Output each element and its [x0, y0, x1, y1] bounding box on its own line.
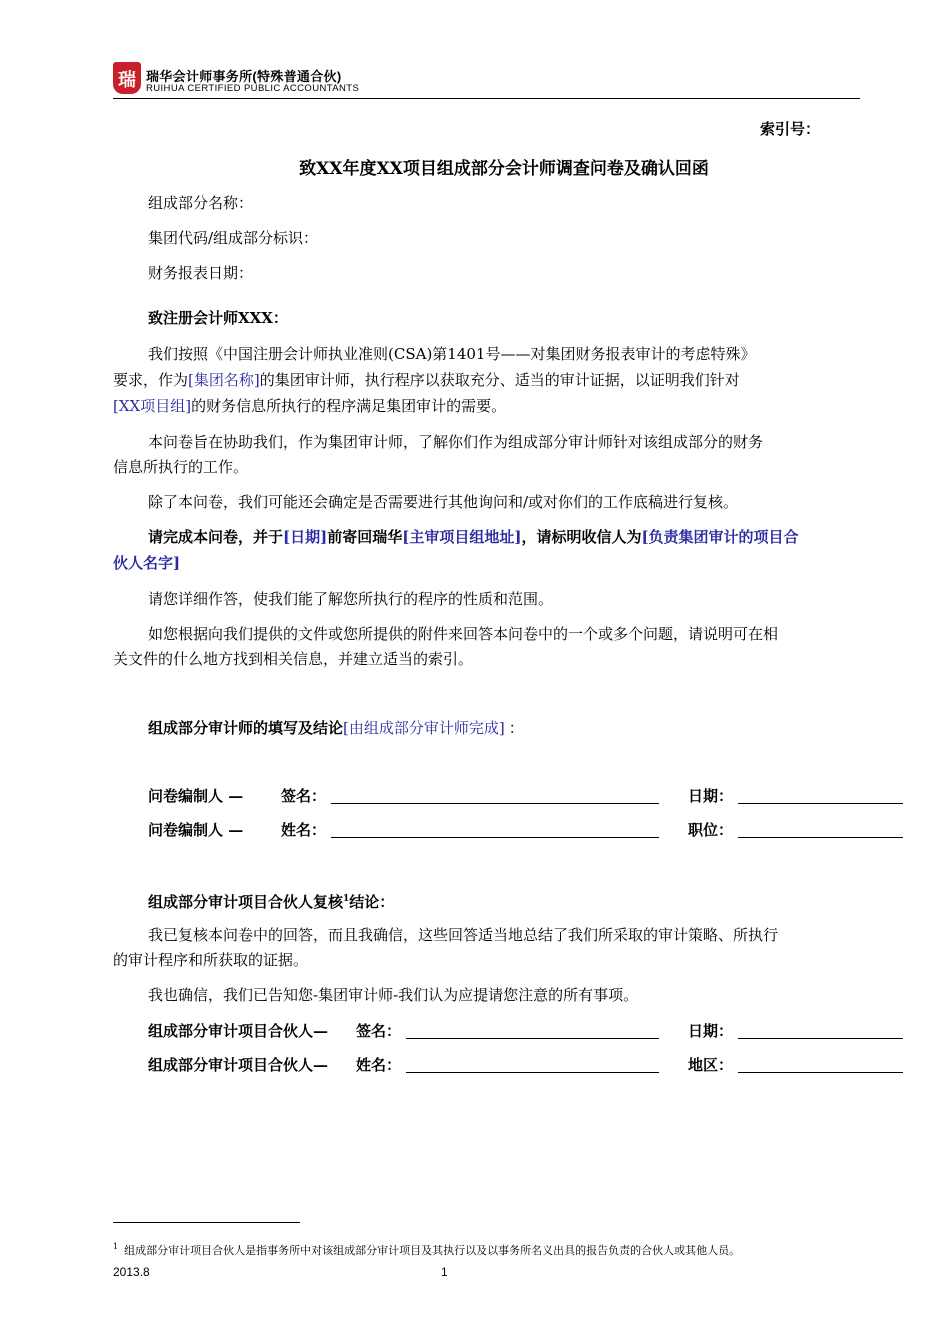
section2-title: 组成部分审计项目合伙人复核	[148, 893, 344, 911]
section1-title: 组成部分审计师的填写及结论	[148, 719, 344, 737]
para1-line2	[113, 368, 740, 392]
section2-title-tail: 结论：	[349, 893, 395, 911]
para1-text: 要求，作为	[113, 371, 189, 389]
address-placeholder: [主审项目组地址]	[402, 528, 522, 546]
date-label: 日期：	[688, 787, 734, 805]
date-placeholder: [日期]	[283, 528, 328, 546]
section2-p1-line1: 我已复核本问卷中的回答，而且我确信，这些回答适当地总结了我们所采取的审计策略、所执行	[148, 926, 779, 944]
name-label: 姓名：	[356, 1056, 402, 1074]
position-line[interactable]	[738, 822, 903, 838]
section1-heading	[148, 716, 524, 740]
region-label: 地区：	[688, 1056, 734, 1074]
date-label: 日期：	[688, 1022, 734, 1040]
partner-name-row	[148, 1053, 908, 1077]
para4-line2: 伙人名字]	[113, 554, 181, 572]
para5: 请您详细作答，使我们能了解您所执行的程序的性质和范围。	[148, 590, 554, 608]
para6-line1: 如您根据向我们提供的文件或您所提供的附件来回答本问卷中的一个或多个问题，请说明可在相	[148, 625, 779, 643]
para6-line2: 关文件的什么地方找到相关信息，并建立适当的索引。	[113, 650, 474, 668]
firm-name-cn: 瑞华会计师事务所(特殊普通合伙)	[146, 69, 342, 84]
project-team-placeholder: [XX项目组]	[113, 397, 192, 415]
report-date-field: 财务报表日期：	[148, 264, 254, 282]
firm-logo	[113, 62, 141, 94]
footnote-rule	[113, 1222, 300, 1223]
footnote	[113, 1239, 740, 1259]
name-line[interactable]	[406, 1057, 659, 1073]
para4-text: ，请标明收信人为	[521, 528, 642, 546]
group-name-placeholder: [集团名称]	[188, 371, 260, 389]
para4-text: 请完成本问卷，并于	[148, 528, 284, 546]
partner-placeholder: [负责集团审计的项目合	[641, 528, 799, 546]
component-name-field: 组成部分名称：	[148, 194, 254, 212]
para1-text: 的集团审计师，执行程序以获取充分、适当的审计证据，以证明我们针对	[259, 371, 740, 389]
partner-role: 组成部分审计项目合伙人—	[148, 1022, 329, 1040]
para3: 除了本问卷，我们可能还会确定是否需要进行其他询问和/或对你们的工作底稿进行复核。	[148, 493, 739, 511]
footer-date: 2013.8	[113, 1265, 150, 1279]
footnote-text: 组成部分审计项目合伙人是指事务所中对该组成部分审计项目及其执行以及以事务所名义出具的报告负责的合伙人或其他人员。	[124, 1243, 741, 1257]
page-number: 1	[441, 1265, 448, 1279]
section2-p2: 我也确信，我们已告知您-集团审计师-我们认为应提请您注意的所有事项。	[148, 986, 639, 1004]
partner-role: 组成部分审计项目合伙人—	[148, 1056, 329, 1074]
para2-line1: 本问卷旨在协助我们，作为集团审计师，了解你们作为组成部分审计师针对该组成部分的财务	[148, 433, 764, 451]
region-line[interactable]	[738, 1057, 903, 1073]
page-title: 致XX年度XX项目组成部分会计师调查问卷及确认回函	[299, 159, 709, 179]
signature-line[interactable]	[331, 788, 659, 804]
para4-text: 前寄回瑞华	[327, 528, 403, 546]
section1-note: [由组成部分审计师完成]	[343, 719, 505, 737]
date-line[interactable]	[738, 788, 903, 804]
name-line[interactable]	[331, 822, 659, 838]
para4-line1	[148, 525, 799, 549]
signature-label: 签名：	[356, 1022, 402, 1040]
section2-p1-line2: 的审计程序和所获取的证据。	[113, 951, 309, 969]
section2-heading	[148, 887, 394, 914]
logo-glyph: 瑞	[118, 70, 136, 91]
group-code-field: 集团代码/组成部分标识：	[148, 229, 319, 247]
position-label: 职位：	[688, 821, 734, 839]
preparer-role: 问卷编制人 —	[148, 821, 244, 839]
para1-line3	[113, 394, 506, 418]
name-label: 姓名：	[281, 821, 327, 839]
preparer-name-row	[148, 818, 908, 842]
footnote-ref: 1	[343, 894, 350, 904]
para1-line1: 我们按照《中国注册会计师执业准则(CSA)第1401号——对集团财务报表审计的考虑特殊》	[148, 345, 756, 363]
index-number-label: 索引号：	[760, 120, 821, 138]
header-rule	[113, 98, 860, 99]
para1-text: 的财务信息所执行的程序满足集团审计的需要。	[191, 397, 507, 415]
footnote-mark: 1	[113, 1242, 119, 1251]
signature-label: 签名：	[281, 787, 327, 805]
preparer-role: 问卷编制人 —	[148, 787, 244, 805]
firm-name-en: RUIHUA CERTIFIED PUBLIC ACCOUNTANTS	[146, 83, 360, 94]
salutation: 致注册会计师XXX：	[148, 309, 288, 327]
preparer-signature-row	[148, 784, 908, 808]
date-line[interactable]	[738, 1023, 903, 1039]
signature-line[interactable]	[406, 1023, 659, 1039]
para2-line2: 信息所执行的工作。	[113, 458, 249, 476]
partner-signature-row	[148, 1019, 908, 1043]
section1-colon: ：	[508, 719, 524, 737]
